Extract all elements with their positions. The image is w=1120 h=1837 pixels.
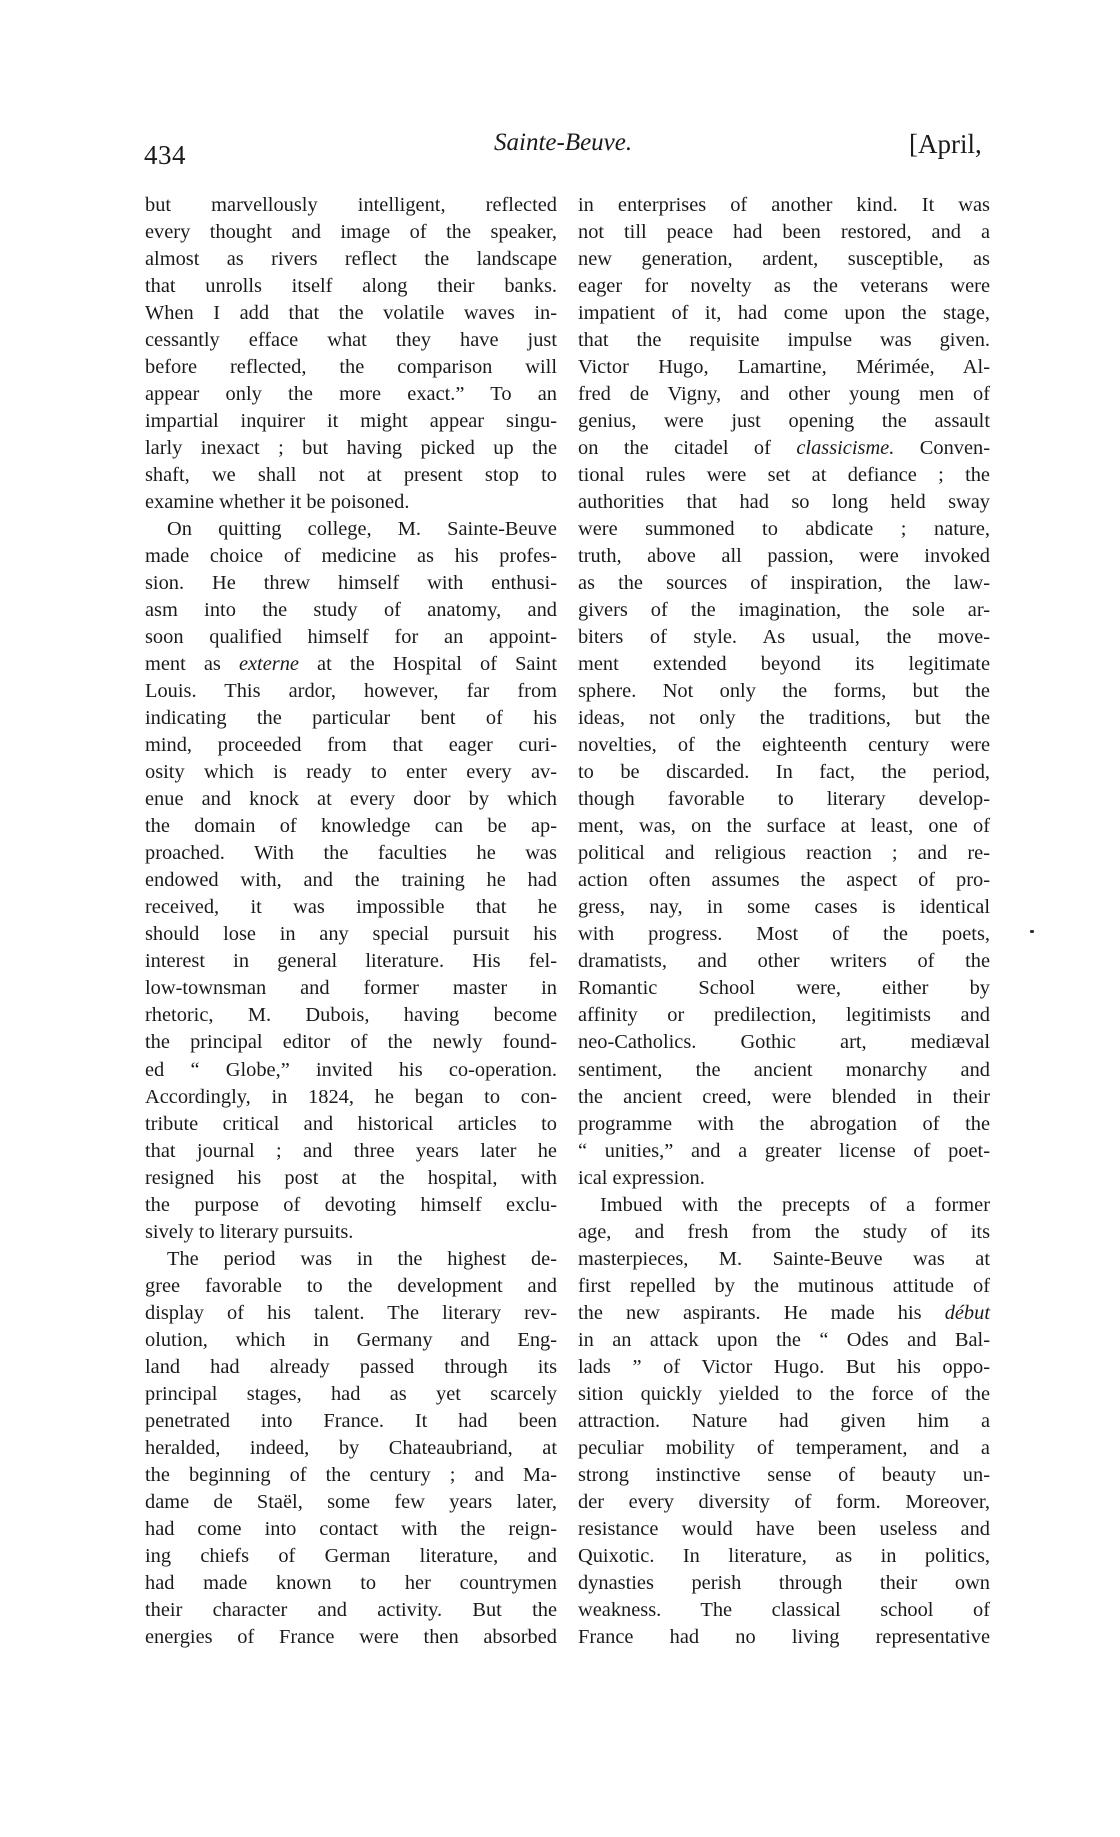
text-line: proached. With the faculties he was xyxy=(145,842,557,865)
text-line: had come into contact with the reign- xyxy=(145,1517,557,1540)
text-line: the beginning of the century ; and Ma- xyxy=(145,1463,557,1486)
text-line: sentiment, the ancient monarchy and xyxy=(578,1058,990,1081)
text-line: mind, proceeded from that eager curi- xyxy=(145,734,557,757)
text-line: that journal ; and three years later he xyxy=(145,1139,557,1162)
text-line: lads ” of Victor Hugo. But his oppo- xyxy=(578,1355,990,1378)
text-line: action often assumes the aspect of pro- xyxy=(578,869,990,892)
text-line: sphere. Not only the forms, but the xyxy=(578,680,990,703)
italic-term: début xyxy=(944,1301,990,1324)
text-line: in an attack upon the “ Odes and Bal- xyxy=(578,1328,990,1351)
text-line: attraction. Nature had given him a xyxy=(578,1409,990,1432)
text-line: ideas, not only the traditions, but the xyxy=(578,707,990,730)
text-line: Quixotic. In literature, as in politics, xyxy=(578,1544,990,1567)
text-line: osity which is ready to enter every av- xyxy=(145,761,557,784)
text-line: “ unities,” and a greater license of poet- xyxy=(578,1139,990,1162)
running-title: Sainte-Beuve. xyxy=(494,129,633,156)
text-line: Imbued with the precepts of a former xyxy=(600,1193,990,1216)
text-line: strong instinctive sense of beauty un- xyxy=(578,1463,990,1486)
text-line: that the requisite impulse was given. xyxy=(578,329,990,352)
text-line: impartial inquirer it might appear singu- xyxy=(145,410,557,433)
text-line: programme with the abrogation of the xyxy=(578,1112,990,1135)
text-line: Victor Hugo, Lamartine, Mérimée, Al- xyxy=(578,356,990,379)
text-line: were summoned to abdicate ; nature, xyxy=(578,518,990,541)
text-run: ment as xyxy=(145,653,239,676)
text-line: ing chiefs of German literature, and xyxy=(145,1544,557,1567)
text-line: dame de Staël, some few years later, xyxy=(145,1490,557,1513)
text-line: display of his talent. The literary rev- xyxy=(145,1301,557,1324)
text-line: principal stages, had as yet scarcely xyxy=(145,1382,557,1405)
text-line: before reflected, the comparison will xyxy=(145,356,557,379)
text-line: political and religious reaction ; and re- xyxy=(578,842,990,865)
text-line xyxy=(145,651,557,678)
text-line: peculiar mobility of temperament, and a xyxy=(578,1436,990,1459)
text-line: new generation, ardent, susceptible, as xyxy=(578,248,990,271)
text-line: asm into the study of anatomy, and xyxy=(145,599,557,622)
text-line: givers of the imagination, the sole ar- xyxy=(578,599,990,622)
text-line: enue and knock at every door by which xyxy=(145,788,557,811)
text-line: in enterprises of another kind. It was xyxy=(578,194,990,216)
text-line: affinity or predilection, legitimists and xyxy=(578,1004,990,1027)
text-column-right xyxy=(578,192,990,1651)
italic-term: externe xyxy=(238,653,299,676)
text-line: that unrolls itself along their banks. xyxy=(145,275,557,298)
text-line: ical expression. xyxy=(578,1166,705,1189)
text-line: genius, were just opening the assault xyxy=(578,410,990,433)
text-line: should lose in any special pursuit his xyxy=(145,923,557,946)
text-run: at the Hospital of Saint xyxy=(298,653,557,676)
text-line: Accordingly, in 1824, he began to con- xyxy=(145,1085,557,1108)
text-line: the domain of knowledge can be ap- xyxy=(145,815,557,838)
text-line: When I add that the volatile waves in- xyxy=(145,302,557,325)
text-run: the new aspirants. He made his xyxy=(578,1301,945,1324)
text-line: almost as rivers reflect the landscape xyxy=(145,248,557,271)
text-line: novelties, of the eighteenth century were xyxy=(578,734,990,757)
text-line xyxy=(578,435,990,462)
text-line: sition quickly yielded to the force of the xyxy=(578,1382,990,1405)
text-line: ed “ Globe,” invited his co-operation. xyxy=(145,1058,557,1081)
text-line: neo-Catholics. Gothic art, mediæval xyxy=(578,1031,990,1054)
text-line: age, and fresh from the study of its xyxy=(578,1220,990,1243)
text-line: resigned his post at the hospital, with xyxy=(145,1166,557,1189)
text-line: the principal editor of the newly found- xyxy=(145,1031,557,1054)
text-line: cessantly efface what they have just xyxy=(145,329,557,352)
text-line: On quitting college, M. Sainte-Beuve xyxy=(167,518,557,541)
text-line: to be discarded. In fact, the period, xyxy=(578,761,990,784)
text-line: though favorable to literary develop- xyxy=(578,788,990,811)
text-line: rhetoric, M. Dubois, having become xyxy=(145,1004,557,1027)
text-line: the ancient creed, were blended in their xyxy=(578,1085,990,1108)
text-line: interest in general literature. His fel- xyxy=(145,950,557,973)
page-number: 434 xyxy=(144,140,186,170)
text-line: sion. He threw himself with enthusi- xyxy=(145,572,557,595)
ink-speck xyxy=(1030,930,1034,933)
text-line: with progress. Most of the poets, xyxy=(578,923,990,946)
text-line: land had already passed through its xyxy=(145,1355,557,1378)
text-line: tribute critical and historical articles to xyxy=(145,1112,557,1135)
text-line: the purpose of devoting himself exclu- xyxy=(145,1193,557,1216)
italic-term: classicisme. xyxy=(796,437,895,460)
running-date: [April, xyxy=(909,129,982,159)
text-line: gree favorable to the development and xyxy=(145,1274,557,1297)
text-line: dynasties perish through their own xyxy=(578,1571,990,1594)
text-line: not till peace had been restored, and a xyxy=(578,221,990,244)
text-line: eager for novelty as the veterans were xyxy=(578,275,990,298)
text-line: olution, which in Germany and Eng- xyxy=(145,1328,557,1351)
text-line: soon qualified himself for an appoint- xyxy=(145,626,557,649)
text-line: made choice of medicine as his profes- xyxy=(145,545,557,568)
text-line: authorities that had so long held sway xyxy=(578,491,990,514)
text-line: indicating the particular bent of his xyxy=(145,707,557,730)
text-line: fred de Vigny, and other young men of xyxy=(578,383,990,406)
text-line: sively to literary pursuits. xyxy=(145,1220,354,1243)
text-line: France had no living representative xyxy=(578,1625,990,1648)
text-line: masterpieces, M. Sainte-Beuve was at xyxy=(578,1247,990,1270)
text-line: shaft, we shall not at present stop to xyxy=(145,464,557,487)
text-run: on the citadel of xyxy=(578,437,797,460)
text-line: examine whether it be poisoned. xyxy=(145,491,410,514)
text-line: resistance would have been useless and xyxy=(578,1517,990,1540)
text-line: larly inexact ; but having picked up the xyxy=(145,437,557,460)
text-line: ment extended beyond its legitimate xyxy=(578,653,990,676)
text-line: Romantic School were, either by xyxy=(578,977,990,1000)
text-line: their character and activity. But the xyxy=(145,1598,557,1621)
text-line: Louis. This ardor, however, far from xyxy=(145,680,557,703)
text-line: tional rules were set at defiance ; the xyxy=(578,464,990,487)
text-line: truth, above all passion, were invoked xyxy=(578,545,990,568)
text-column-left xyxy=(145,192,557,1651)
text-line: low-townsman and former master in xyxy=(145,977,557,1000)
text-line: first repelled by the mutinous attitude of xyxy=(578,1274,990,1297)
text-line: received, it was impossible that he xyxy=(145,896,557,919)
text-line: had made known to her countrymen xyxy=(145,1571,557,1594)
text-line: heralded, indeed, by Chateaubriand, at xyxy=(145,1436,557,1459)
text-line: The period was in the highest de- xyxy=(167,1247,557,1270)
text-line: biters of style. As usual, the move- xyxy=(578,626,990,649)
text-run: Conven- xyxy=(894,437,990,460)
text-line: ment, was, on the surface at least, one of xyxy=(578,815,990,838)
text-line: gress, nay, in some cases is identical xyxy=(578,896,990,919)
text-line xyxy=(578,1300,990,1327)
text-line: weakness. The classical school of xyxy=(578,1598,990,1621)
text-line: dramatists, and other writers of the xyxy=(578,950,990,973)
text-line: energies of France were then absorbed xyxy=(145,1625,557,1648)
text-line: appear only the more exact.” To an xyxy=(145,383,557,406)
text-line: every thought and image of the speaker, xyxy=(145,221,557,244)
text-line: der every diversity of form. Moreover, xyxy=(578,1490,990,1513)
text-line: impatient of it, had come upon the stage, xyxy=(578,302,990,325)
text-line: but marvellously intelligent, reflected xyxy=(145,194,557,216)
text-line: penetrated into France. It had been xyxy=(145,1409,557,1432)
text-line: as the sources of inspiration, the law- xyxy=(578,572,990,595)
text-line: endowed with, and the training he had xyxy=(145,869,557,892)
